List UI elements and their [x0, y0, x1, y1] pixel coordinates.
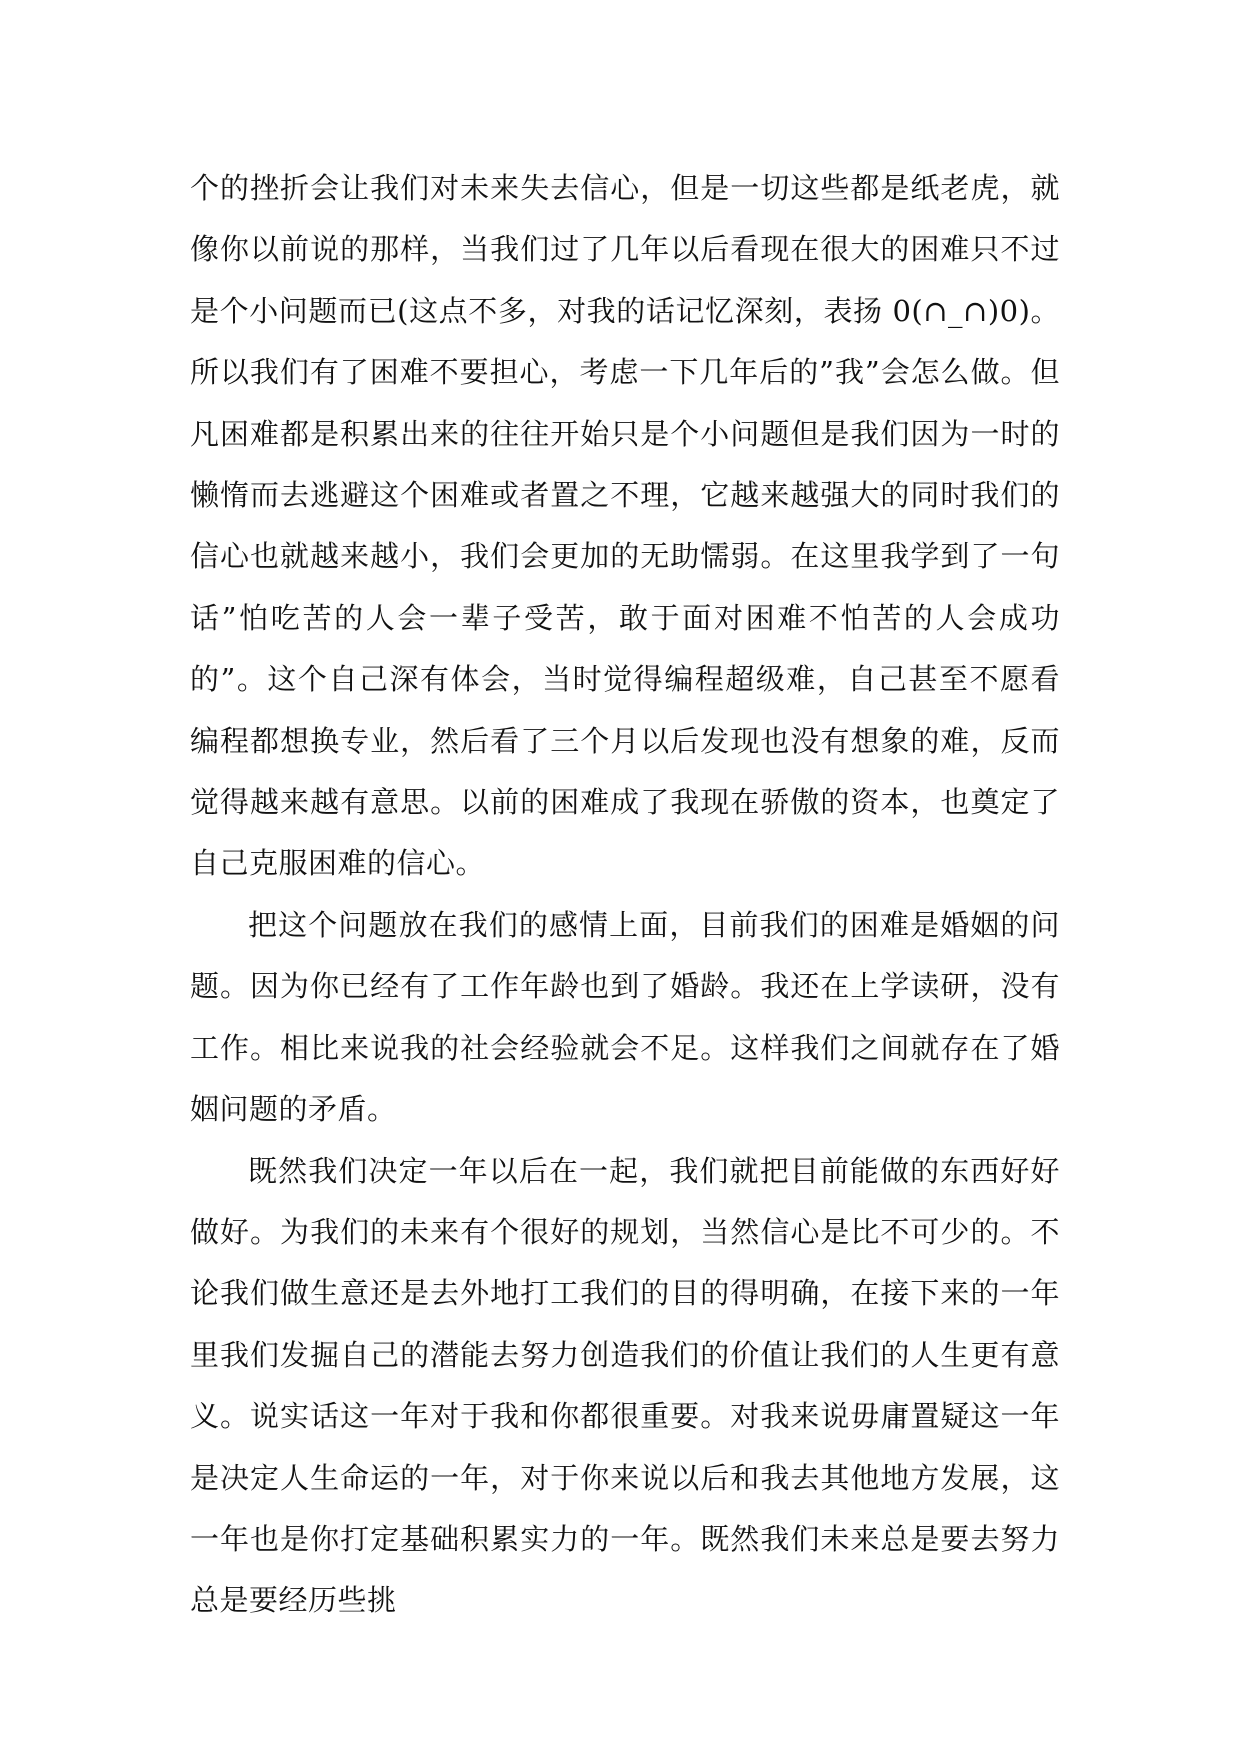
paragraph-3: 既然我们决定一年以后在一起，我们就把目前能做的东西好好做好。为我们的未来有个很好的规划，当然信心是比不可少的。不论我们做生意还是去外地打工我们的目的得明确，在接下来的一年里我们发掘自己的潜能去努力创造我们的价值让我们的人生更有意义。说实话这一年对于我和你都很重要。对我来说毋庸置疑这一年是决定人生命运的一年，对于你来说以后和我去其他地方发展，这一年也是你打定基础积累实力的一年。既然我们未来总是要去努力总是要经历些挑 [190, 1153, 1060, 1618]
paragraph-2: 把这个问题放在我们的感情上面，目前我们的困难是婚姻的问题。因为你已经有了工作年龄也到了婚龄。我还在上学读研，没有工作。相比来说我的社会经验就会不足。这样我们之间就存在了婚姻问题的矛盾。 [190, 907, 1060, 1127]
body-text [190, 158, 1060, 1632]
paragraph-1: 个的挫折会让我们对未来失去信心，但是一切这些都是纸老虎，就像你以前说的那样，当我们过了几年以后看现在很大的困难只不过是个小问题而已(这点不多，对我的话记忆深刻，表扬 0(∩_∩)0)。所以我们有了困难不要担心，考虑一下几年后的”我”会怎么做。但凡困难都是积累出来的往往开始只是个小问题但是我们因为一时的懒惰而去逃避这个困难或者置之不理，它越来越强大的同时我们的信心也就越来越小，我们会更加的无助懦弱。在这里我学到了一句话”怕吃苦的人会一辈子受苦，敢于面对困难不怕苦的人会成功的”。这个自己深有体会，当时觉得编程超级难，自己甚至不愿看编程都想换专业，然后看了三个月以后发现也没有想象的难，反而觉得越来越有意思。以前的困难成了我现在骄傲的资本，也奠定了自己克服困难的信心。 [190, 171, 1060, 881]
